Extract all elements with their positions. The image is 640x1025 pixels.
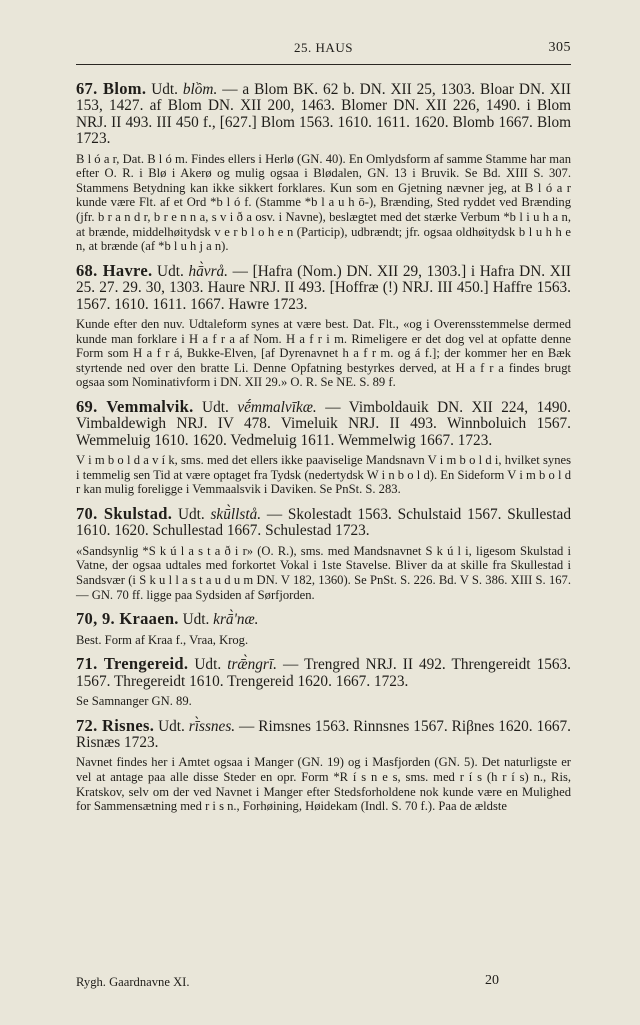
entry-forms: — Trengred NRJ. II 492. Threngereidt 1563. 1567. Thregereidt 1610. Trengereid 1620. 1667. 1723. bbox=[76, 656, 571, 690]
entry-forms: — a Blom BK. 62 b. DN. XII 25, 1303. Bloar DN. XII 153, 1427. af Blom DN. XII 200, 1463. Blomer DN. XII 226, 1490. i Blom NRJ. II 493. III 450 f., [627.] Blom 1563. 1610. 1611. 1620. Blomb 1667. Blom 1723. bbox=[76, 81, 571, 148]
entry-pronunciation: trǣ̀ngrī. bbox=[227, 656, 277, 674]
entry-note: Kunde efter den nuv. Udtaleform synes at være best. Dat. Flt., «og i Overensstemmelse dermed kunde man forklare i H a f r a af Nom. H a f r i m. Rimeligere er det dog vel at opfatte denne Form som H a f r á, Bukke-Elven, [af Dyrenavnet h a f r m. og á f.]; der kommer her en Bæk styrtende ned over den bratte Li. Denne Opfatning bestyrkes derved, at H a f r a findes brugt ogsaa som Nominativform i DN. XII 29.» O. R. Se NE. S. 89 f. bbox=[76, 317, 571, 390]
entry-heading: 67. Blom. bbox=[76, 79, 147, 98]
entry-pronunciation: krā̀'næ. bbox=[213, 611, 259, 629]
entry-udt: Udt. bbox=[158, 717, 189, 735]
header-rule bbox=[76, 64, 571, 65]
entry-list bbox=[76, 81, 571, 814]
page-footer bbox=[76, 975, 571, 991]
signature-mark: 20 bbox=[485, 973, 499, 988]
entry-main bbox=[76, 81, 571, 148]
entry bbox=[76, 260, 571, 390]
footer-book-title: Rygh. Gaardnavne XI. bbox=[76, 975, 190, 989]
entry-main bbox=[76, 656, 571, 690]
entry-heading: 70, 9. Kraaen. bbox=[76, 609, 179, 629]
entry-pronunciation: blồm. bbox=[182, 81, 218, 98]
entry-pronunciation: hā̀vrå. bbox=[188, 262, 228, 280]
entry-udt: Udt. bbox=[182, 611, 214, 629]
entry-main bbox=[76, 260, 571, 313]
entry bbox=[76, 396, 571, 497]
entry-forms: — Skolestadt 1563. Schulstaid 1567. Skullestad 1610. 1620. Schullestad 1667. Schulestad 1723. bbox=[76, 505, 571, 540]
entry bbox=[76, 81, 571, 254]
entry-note: Se Samnanger GN. 89. bbox=[76, 693, 192, 708]
entry-main bbox=[76, 503, 571, 540]
entry-forms: — Vimboldauik DN. XII 224, 1490. Vimbaldewigh NRJ. IV 478. Vimeluik NRJ. II 493. Winnboluich 1567. Wemmeluig 1610. 1620. Vedmeluig 1611. Wemmelwig 1667. 1723. bbox=[76, 398, 571, 449]
entry-udt: Udt. bbox=[194, 656, 228, 674]
entry bbox=[76, 503, 571, 602]
entry-note: «Sandsynlig *S k ú l a s t a ð i r» (O. R.), sms. med Mandsnavnet S k ú l i, ligesom Skulstad i Vatne, der ogsaa udtales med forkortet Vokal i 1ste Stavelse. Bliver da at skille fra Skullestad i Sandsvær (i S k u l l a s t a u d u m DN. V 182, 1360). Se PnSt. S. 226. Bd. V S. 386. XIII S. 167. — GN. 70 ff. ligge paa Sydsiden af Sørfjorden. bbox=[76, 543, 571, 602]
entry-pronunciation: rī̀ssnes. bbox=[188, 717, 236, 735]
entry-udt: Udt. bbox=[157, 262, 189, 280]
entry bbox=[76, 656, 571, 708]
entry-pronunciation: skū̀llstå. bbox=[210, 505, 262, 523]
running-title: 25. HAUS bbox=[294, 40, 353, 55]
entry-udt: Udt. bbox=[177, 505, 211, 523]
entry-heading: 69. Vemmalvik. bbox=[76, 396, 194, 416]
page-number: 305 bbox=[548, 40, 571, 55]
entry-forms: — Rimsnes 1563. Rinnsnes 1567. Riβnes 1620. 1667. Risnæs 1723. bbox=[76, 717, 571, 751]
entry-pronunciation: vḗmmalvīkæ. bbox=[237, 398, 317, 416]
entry-udt: Udt. bbox=[202, 398, 238, 416]
entry-main bbox=[76, 715, 571, 752]
entry-heading: 68. Havre. bbox=[76, 260, 153, 280]
entry-note: B l ó a r, Dat. B l ó m. Findes ellers i Herlø (GN. 40). En Omlydsform af samme Stamme har man efter O. R. i Blø i Akerø og mulig ogsaa i Blødalen, GN. 13 i Bruvik. Se Bd. XIII S. 307. Stammens Betydning kan ikke sikkert forklares. Kun som en Gjetning nævner jeg, at B l ó a r kunde være Flt. af et Ord *b l ó f. (Stamme *b l a u h ō-), Brænding, Sted ryddet ved Brænding (jfr. b r a n d r, b r e n n a, s v i ð a osv. i Navne), beslægtet med det stærke Verbum *b l i u h a n, at brænde, middelhøitydsk v e r b l o h e n (Particip), udbrændt; jfr. ogsaa oldhøitydsk b l u h h e n, at brænde (af *b l u h j a n). bbox=[76, 151, 571, 254]
entry-heading: 72. Risnes. bbox=[76, 715, 155, 735]
entry-heading: 70. Skulstad. bbox=[76, 503, 173, 523]
entry-main bbox=[76, 396, 571, 449]
entry-udt: Udt. bbox=[151, 81, 183, 98]
entry-heading: 71. Trengereid. bbox=[76, 654, 189, 674]
running-head bbox=[76, 40, 571, 60]
entry-note: Navnet findes her i Amtet ogsaa i Manger (GN. 19) og i Masfjorden (GN. 5). Det naturligste er vel at antage paa alle disse Steder en opr. Form *R í s n e s, sms. med r í s (h r í s) n., Ris, Kratskov, selv om der ved Navnet i Manger efter Stedsforholdene nok kunde være en Mulighed for Sammensætning med r i s n., Forhøining, Høidekam (Indl. S. 70 f.). Paa de ældste bbox=[76, 755, 571, 814]
entry bbox=[76, 715, 571, 814]
entry-note: Best. Form af Kraa f., Vraa, Krog. bbox=[76, 632, 249, 647]
entry-main bbox=[76, 611, 571, 628]
entry-note: V i m b o l d a v í k, sms. med det ellers ikke paaviselige Mandsnavn V i m b o l d i, hvilket synes i temmelig sen Tid at være optaget fra Tydsk (nedertydsk W i n b o l d). En Sideform V i m b o l d r kan mulig foreligge i Vemmaalsvik i Daviken. Se PnSt. S. 283. bbox=[76, 453, 571, 497]
entry bbox=[76, 611, 571, 647]
entry-forms: — [Hafra (Nom.) DN. XII 29, 1303.] i Hafra DN. XII 25. 27. 29. 30, 1303. Haure NRJ. II 493. [Hoffræ (!) NRJ. III 450.] Haffre 1563. 1567. 1610. 1611. 1667. Hawre 1723. bbox=[76, 262, 571, 313]
